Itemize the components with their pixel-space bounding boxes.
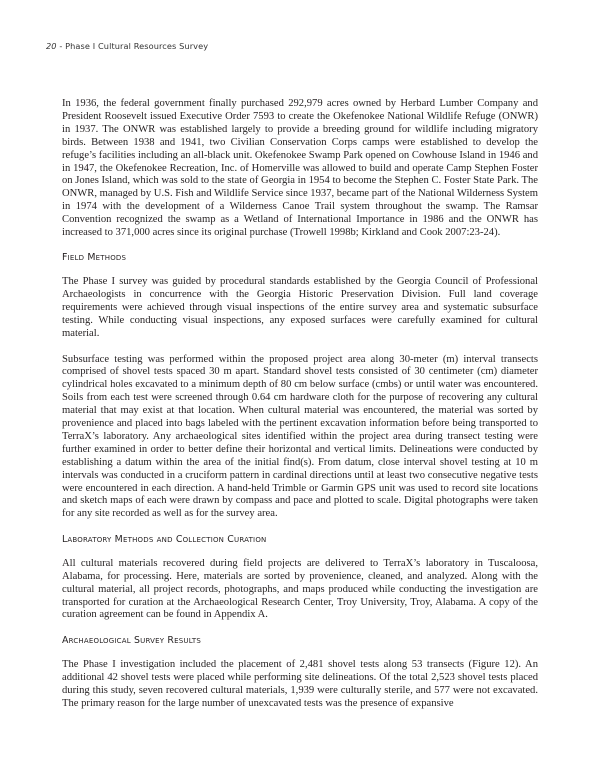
header-separator: - — [56, 41, 66, 51]
paragraph-lab-methods: All cultural materials recovered during field projects are delivered to TerraX’s laboratory in Tuscaloosa, Alabama, for processing. Here, materials are sorted by provenience, cleaned, and analyzed. Along with the cultural material, all project records, photographs, and maps produced while conducting the investigation are transported for curation at the Archaeological Research Center, Troy University, Troy, Alabama. A copy of the curation agreement can be found in Appendix A. — [62, 557, 538, 621]
paragraph-history: In 1936, the federal government finally purchased 292,979 acres owned by Herbard Lumber Company and President Roosevelt issued Executive Order 7593 to create the Okefenokee National Wildlife Refuge (ONWR) in 1937. The ONWR was established largely to provide a breeding ground for wildlife including migratory birds. Between 1938 and 1941, two Civilian Conservation Corps camps were established to develop the refuge’s facilities including an all-black unit. Okefenokee Swamp Park opened on Cowhouse Island in 1946 and in 1947, the Okefenokee Recreation, Inc. of Homerville was allowed to build and operate Camp Stephen Foster on Jones Island, which was sold to the state of Georgia in 1954 to become the Stephen C. Foster State Park. The ONWR, managed by U.S. Fish and Wildlife Service since 1937, became part of the National Wilderness System in 1974 with the development of a Wilderness Canoe Trail system throughout the swamp. The Ramsar Convention recognized the swamp as a Wetland of International Importance in 1986 and the ONWR has increased to 371,000 acres since its original purchase (Trowell 1998b; Kirkland and Cook 2007:23-24). — [62, 98, 538, 239]
heading-field-methods: Field Methods — [62, 252, 127, 264]
paragraph-field-methods-2: Subsurface testing was performed within the proposed project area along 30-meter (m) interval transects comprised of shovel tests spaced 30 m apart. Standard shovel tests consisted of 30 centimeter (cm) diameter cylindrical holes excavated to a minimum depth of 80 cm below surface (cmbs) or until water was encountered. Soils from each test were screened through 0.64 cm hardware cloth for the purpose of recovering any cultural material that may exist at that location. When cultural material was encountered, the material was sorted by provenience and placed into bags labeled with the pertinent excavation information before being transported to TerraX’s laboratory. Any archaeological sites identified within the project area during transect testing were further examined in order to better define their horizontal and vertical limits. Delineations were conducted by establishing a datum within the area of the initial find(s). From datum, close interval shovel testing at 10 m intervals was conducted in a cruciform pattern in cardinal directions until at least two consecutive negative tests were encountered in each direction. A hand-held Trimble or Garmin GPS unit was used to record site locations and sketch maps of each were drawn by compass and pace and plotted to scale. Digital photographs were taken for any site recorded as well as for the survey area. — [62, 353, 538, 520]
paragraph-survey-results: The Phase I investigation included the placement of 2,481 shovel tests along 53 transects (Figure 12). An additional 42 shovel tests were placed while performing site delineations. Of the total 2,523 shovel tests placed during this study, seven recovered cultural materials, 1,939 were culturally sterile, and 577 were not excavated. The primary reason for the large number of unexcavated tests was the presence of expansive — [62, 658, 538, 709]
header-title: Phase I Cultural Resources Survey — [65, 41, 209, 51]
heading-survey-results: Archaeological Survey Results — [62, 634, 201, 646]
running-header — [46, 41, 538, 51]
page-number: 20 — [46, 41, 57, 51]
heading-lab-methods: Laboratory Methods and Collection Curation — [62, 533, 267, 545]
paragraph-field-methods-1: The Phase I survey was guided by procedural standards established by the Georgia Council of Professional Archaeologists in concurrence with the Georgia Historic Preservation Division. Full land coverage requirements were achieved through visual inspections of the entire survey area and systematic subsurface testing. While conducting visual inspections, any exposed surfaces were carefully examined for cultural material. — [62, 276, 538, 340]
